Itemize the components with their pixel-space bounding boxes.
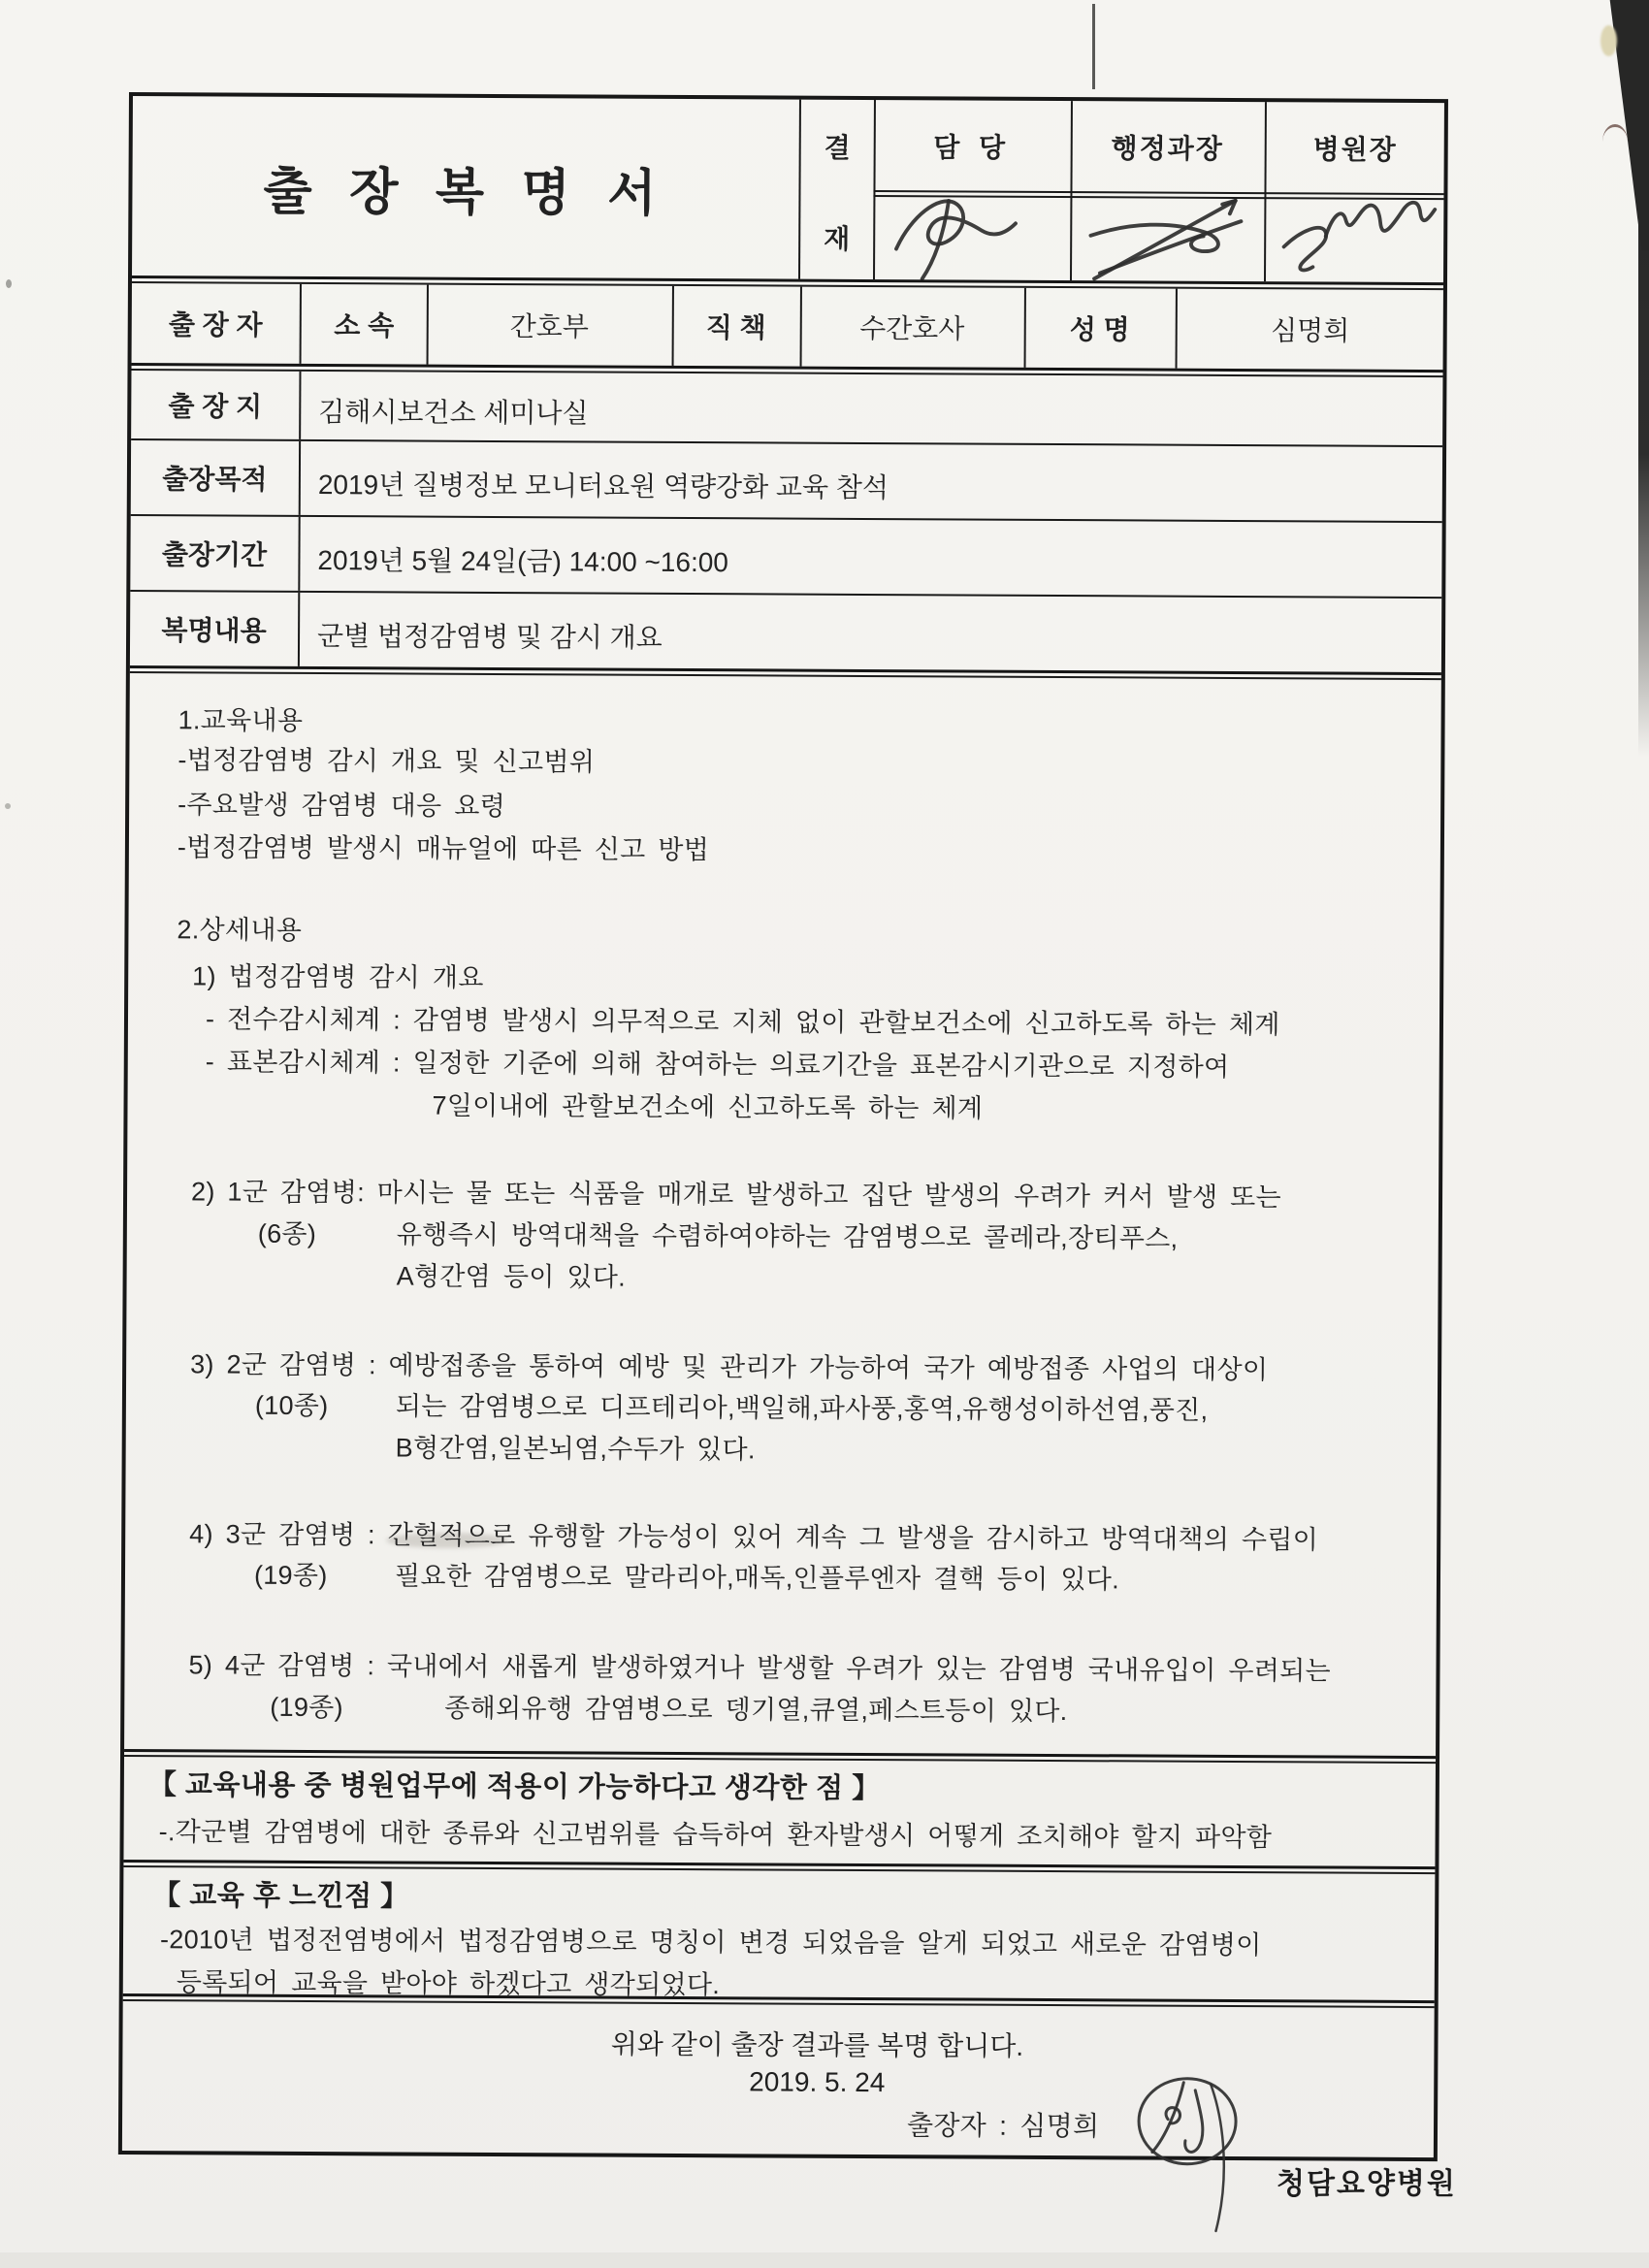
form-title: 출 장 복 명 서 — [263, 163, 668, 222]
destination-value: 김해시보건소 세미나실 — [318, 397, 589, 429]
purpose-value: 2019년 질병정보 모니터요원 역량강화 교육 참석 — [317, 470, 889, 503]
signature-reporter-seal — [1130, 2070, 1257, 2265]
report-content — [124, 673, 1441, 1756]
report-summary-label: 복명내용 — [161, 615, 267, 646]
content-line: 되는 감염병으로 디프테리아,백일해,파사풍,홍역,유행성이하선염,풍진, — [395, 1391, 1209, 1425]
content-line: 3) 2군 감염병 : 예방접종을 통하여 예방 및 관리가 가능하여 국가 예방접종 사업의 대상이 — [190, 1349, 1269, 1385]
name-label: 성 명 — [1069, 314, 1130, 345]
footer-box — [122, 2001, 1435, 2157]
content-line: -주요발생 감염병 대응 요령 — [178, 790, 506, 822]
content-line: A형간염 등이 있다. — [396, 1261, 627, 1292]
impression-box — [123, 1867, 1436, 2000]
affiliation-label: 소 속 — [334, 310, 395, 341]
content-line: 1.교육내용 — [178, 705, 304, 735]
destination-row — [131, 371, 1442, 445]
content-line: - 표본감시체계 : 일정한 기준에 의해 참여하는 의료기간을 표본감시기관으로 지정하여 — [205, 1047, 1230, 1082]
purpose-row — [131, 440, 1442, 521]
approval-label-bottom: 재 — [824, 223, 851, 254]
destination-label: 출 장 지 — [168, 391, 263, 422]
content-line: 1) 법정감염병 감시 개요 — [192, 961, 484, 992]
signature-damdang — [884, 189, 1064, 283]
content-line: 7일이내에 관할보건소에 신고하도록 하는 체계 — [432, 1090, 984, 1123]
content-line: 4) 3군 감염병 : 간헐적으로 유행할 가능성이 있어 계속 그 발생을 감시하고 방역대책의 수립이 — [189, 1519, 1319, 1555]
divider — [298, 593, 300, 666]
reporter-name: 출장자 : 심명희 — [906, 2110, 1100, 2142]
content-line: 종해외유행 감염병으로 뎅기열,큐열,페스트등이 있다. — [444, 1693, 1068, 1727]
content-count-badge: (6종) — [257, 1218, 317, 1249]
content-count-badge: (19종) — [253, 1560, 328, 1591]
divider — [299, 441, 301, 515]
report-date: 2019. 5. 24 — [749, 2066, 886, 2098]
signature-haengjeonggwajang — [1081, 194, 1260, 284]
content-line: 2) 1군 감염병: 마시는 물 또는 식품을 매개로 발생하고 집단 발생의 우려가 커서 발생 또는 — [190, 1177, 1282, 1213]
approval-col-haengjeonggwajang: 행정과장 — [1111, 132, 1224, 164]
content-count-badge: (19종) — [270, 1692, 343, 1723]
period-value: 2019년 5월 24일(금) 14:00 ~16:00 — [317, 545, 729, 578]
scan-speck — [6, 279, 12, 288]
content-line: 유행즉시 방역대책을 수렴하여야하는 감염병으로 콜레라,장티푸스, — [396, 1219, 1179, 1253]
purpose-label: 출장목적 — [162, 464, 268, 495]
trip-report-form — [118, 92, 1448, 2161]
position-label: 직 책 — [705, 312, 766, 343]
applicable-heading: 【 교육내용 중 병원업무에 적용이 가능하다고 생각한 점 】 — [147, 1769, 881, 1805]
period-row — [130, 516, 1441, 597]
approval-label-column — [800, 100, 874, 279]
report-summary-value: 군별 법정감염병 및 감시 개요 — [316, 621, 663, 653]
position-value: 수간호사 — [859, 312, 965, 344]
content-line: - 전수감시체계 : 감염병 발생시 의무적으로 지체 없이 관할보건소에 신고하도록 하는 체계 — [205, 1004, 1280, 1040]
content-line: 5) 4군 감염병 : 국내에서 새롭게 발생하였거나 발생할 우려가 있는 감염병 국내유입이 우려되는 — [188, 1650, 1332, 1686]
scan-speck — [1600, 25, 1617, 56]
content-line: -법정감염병 감시 개요 및 신고범위 — [178, 745, 596, 777]
affiliation-value: 간호부 — [509, 311, 589, 342]
scan-pen-mark — [1602, 124, 1628, 142]
divider — [298, 517, 300, 591]
content-line: B형간염,일본뇌염,수두가 있다. — [395, 1433, 756, 1465]
approval-col-damdang: 담 당 — [933, 131, 1012, 163]
approval-label-top: 결 — [824, 132, 851, 163]
impression-heading: 【 교육 후 느낀점 】 — [152, 1880, 409, 1913]
period-label: 출장기간 — [161, 539, 268, 570]
impression-line: -2010년 법정전염병에서 법정감염병으로 명칭이 변경 되었음을 알게 되었고 새로운 감염병이 — [159, 1925, 1262, 1960]
content-line: -법정감염병 발생시 매뉴얼에 따른 신고 방법 — [177, 832, 710, 865]
divider — [299, 372, 301, 439]
name-value: 심명희 — [1271, 315, 1350, 346]
form-title-cell — [132, 96, 799, 279]
report-summary-row — [130, 592, 1441, 672]
impression-line: 등록되어 교육을 받아야 하겠다고 생각되었다. — [176, 1967, 721, 2000]
traveler-row — [132, 283, 1443, 370]
scan-bottom-shadow — [0, 2252, 1649, 2268]
content-line: 필요한 감염병으로 말라리아,매독,인플루엔자 결핵 등이 있다. — [394, 1561, 1120, 1595]
signature-byeongwonjang — [1275, 187, 1448, 285]
traveler-row-label: 출 장 자 — [168, 309, 263, 340]
closing-statement: 위와 같이 출장 결과를 복명 합니다. — [610, 2028, 1024, 2061]
approval-col-byeongwonjang: 병원장 — [1312, 133, 1398, 165]
applicable-box — [123, 1757, 1436, 1866]
header-block — [132, 96, 1444, 282]
hospital-name: 청담요양병원 — [1277, 2168, 1457, 2200]
applicable-line: -.각군별 감염병에 대한 종류와 신고범위를 습득하여 환자발생시 어떻게 조치해야 할지 파악함 — [158, 1817, 1273, 1853]
scan-speck — [5, 803, 11, 809]
content-count-badge: (10종) — [254, 1390, 329, 1421]
scan-line-artifact — [1092, 4, 1095, 89]
content-line: 2.상세내용 — [177, 915, 303, 945]
